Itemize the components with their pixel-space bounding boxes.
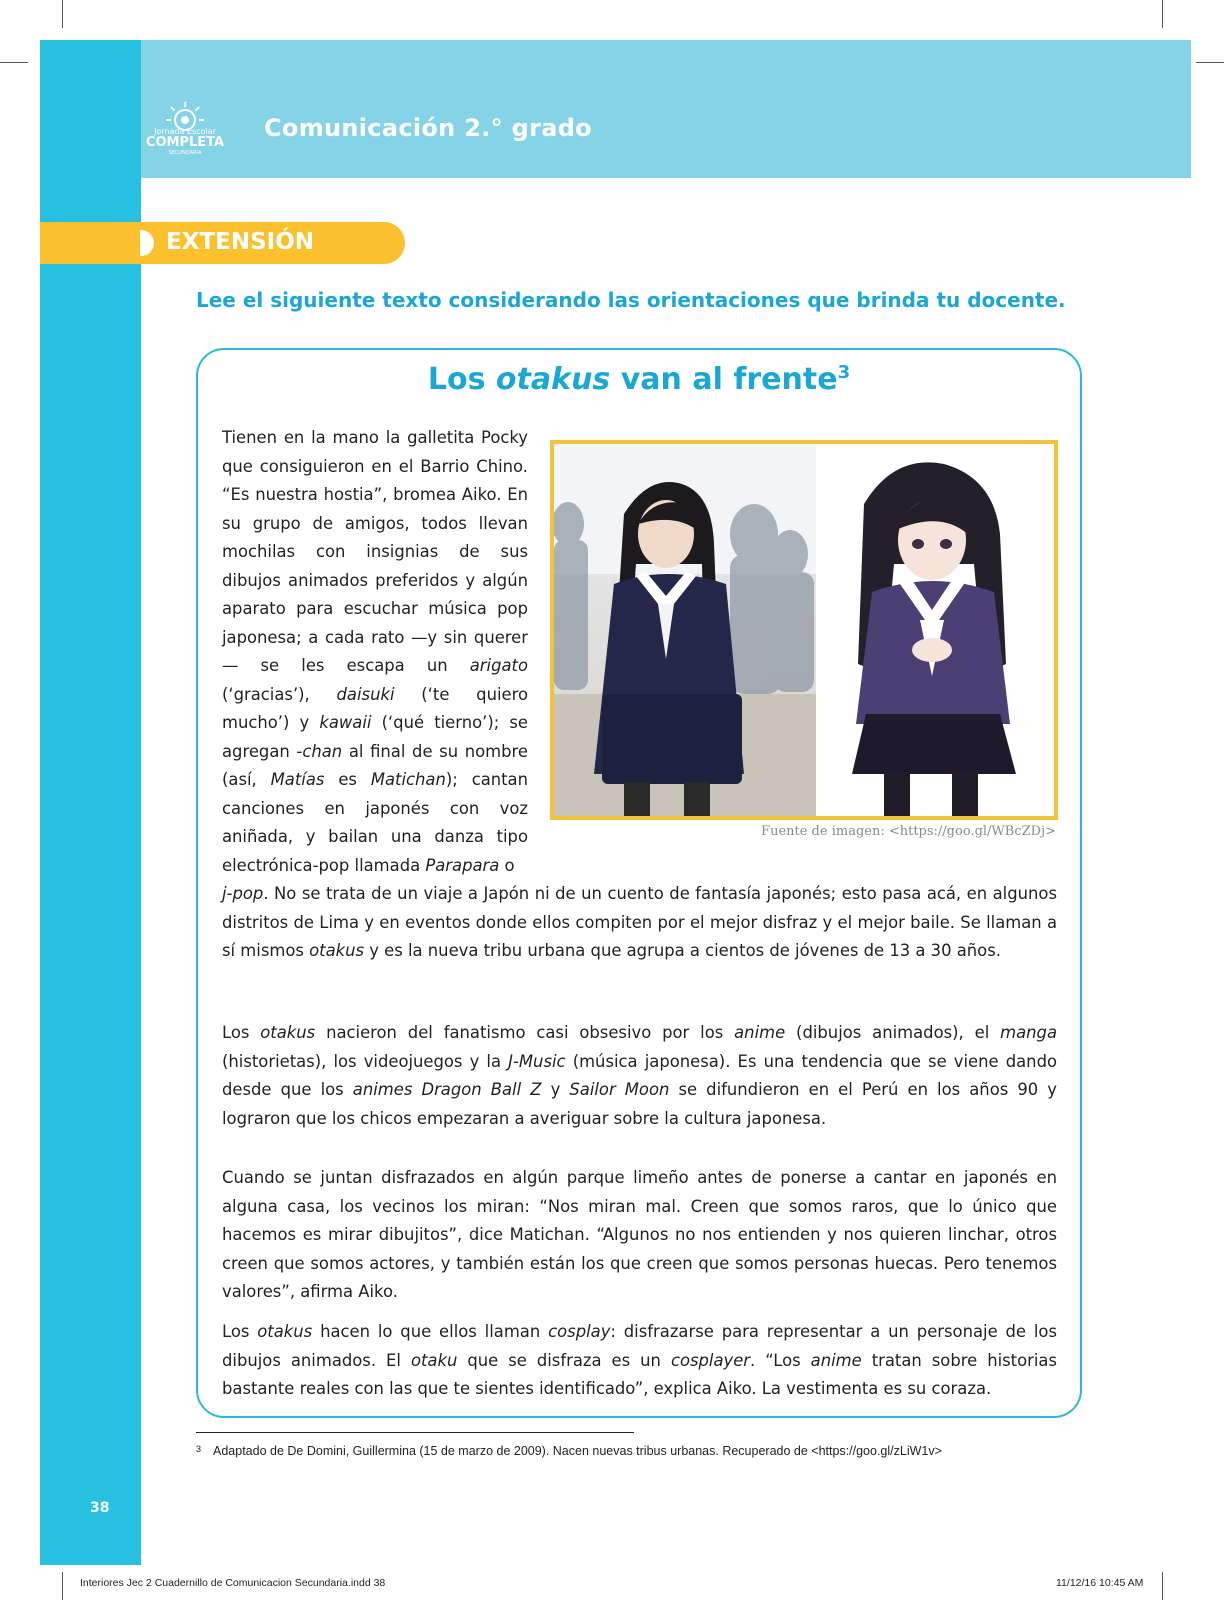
text-run: nacieron del fanatismo casi obsesivo por los [315,1023,735,1042]
title-footnote-ref: 3 [837,362,851,383]
text-emphasis: J-Music [508,1051,566,1071]
crop-mark [1162,1572,1163,1600]
text-run: : disfrazarse para representar a un personaje de los dibujos animados. El [222,1322,1057,1370]
crop-mark [1162,0,1163,28]
text-run: Los [222,1322,258,1341]
text-run: tratan sobre historias bastante reales con las que te sientes identificado”, explica Aiko. La vestimenta es su coraza. [222,1350,1058,1398]
text-emphasis: otakus [260,1023,316,1042]
text-emphasis: cosplay [548,1322,611,1341]
text-run: hacen lo que ellos llaman [312,1322,549,1341]
title-post: van al frente [610,362,838,397]
paragraph-2 [222,1019,1057,1133]
text-run: es [324,770,371,789]
paragraph-3: Cuando se juntan disfrazados en algún parque limeño antes de ponerse a cantar en japonés en alguna casa, los vecinos los miran: “Nos miran mal. Creen que somos raros, que lo único que hacemos es mirar dibujitos”, dice Matichan. “Algunos no nos entienden y nos quieren linchar, otros creen que somos actores, y también están los que creen que somos personas huecas. Pero tenemos valores”, afirma Aiko. [222,1168,1057,1301]
footnote [196,1444,942,1458]
extension-label: EXTENSIÓN [166,229,315,255]
text-emphasis: daisuki [336,684,395,704]
text-emphasis: otakus [257,1322,313,1341]
text-emphasis: chan [302,741,343,761]
text-run: (‘te quiero mucho’) y [222,684,529,732]
paragraph-1-column [222,424,528,880]
text-emphasis: otaku [410,1350,458,1370]
footnote-number: 3 [196,1444,202,1454]
text-emphasis: Matichan [370,770,446,789]
text-emphasis: Matías [270,770,325,789]
footnote-text: Adaptado de De Domini, Guillermina (15 de marzo de 2009). Nacen nuevas tribus urbanas. Recuperado de <https://goo.gl/zLiW1v> [213,1444,942,1458]
text-emphasis: kawaii [319,713,372,732]
header-title: Comunicación 2.° grado [264,114,592,142]
text-run: (historietas), los videojuegos y la [222,1051,509,1071]
text-emphasis: Sailor Moon [569,1080,670,1099]
text-run: y es la nueva tribu urbana que agrupa a cientos de jóvenes de 13 a 30 años. [364,941,1001,960]
text-emphasis: j-pop [222,884,264,903]
logo-line1: Jornada Escolar [154,127,216,136]
text-run: (‘qué tierno’); se agregan - [222,713,529,761]
text-run: se difundieron en el Perú en los años 90 y lograron que los chicos empezaran a averiguar sobre la cultura japonesa. [222,1080,1057,1128]
text-run: o [499,855,515,875]
text-emphasis: animes Dragon Ball Z [352,1080,542,1099]
logo-line2: COMPLETA [145,135,225,150]
text-run: . “Los [750,1350,811,1370]
image-source-caption: Fuente de imagen: <https://goo.gl/WBcZDj> [761,824,1056,839]
text-run: (música japonesa). Es una tendencia que se viene dando desde que los [222,1051,1057,1099]
text-emphasis: anime [810,1350,862,1370]
jornada-escolar-logo [140,98,230,158]
left-color-strip [40,40,141,1565]
reading-title [196,362,1082,397]
otaku-cosplay-image [550,440,1058,820]
logo-line3: SECUNDARIA [168,150,202,156]
paragraph-1-continued [222,880,1057,966]
instruction-text: Lee el siguiente texto considerando las orientaciones que brinda tu docente. [196,288,1066,312]
text-run: . No se trata de un viaje a Japón ni de un cuento de fantasía japonés; esto pasa acá, en algunos distritos de Lima y en eventos donde ellos compiten por el mejor disfraz y el mejor baile. Se llaman a sí mismos [222,884,1057,960]
crop-mark [62,1572,63,1600]
text-emphasis: otakus [309,941,365,960]
text-emphasis: anime [734,1023,786,1042]
text-emphasis: cosplayer [670,1350,751,1370]
text-run: y [541,1080,570,1099]
text-emphasis: Parapara [425,855,500,875]
crop-mark [62,0,63,28]
title-pre: Los [427,362,496,397]
text-run: (dibujos animados), el [785,1023,1001,1042]
text-emphasis: arigato [469,656,528,675]
text-run: ); cantan canciones en japonés con voz aniñada, y bailan una danza tipo electrónica-pop llamada [222,770,528,875]
crop-mark [0,62,28,63]
print-slug-file: Interiores Jec 2 Cuadernillo de Comunicacion Secundaria.indd 38 [80,1577,386,1589]
paragraph-4 [222,1318,1057,1404]
print-slug-date: 11/12/16 10:45 AM [1056,1577,1144,1589]
text-run: Los [222,1023,261,1042]
cosplay-illustration [554,444,1054,816]
title-emphasis: otakus [495,362,611,397]
text-run: Tienen en la mano la galletita Pocky que consiguieron en el Barrio Chino. “Es nuestra hostia”, bromea Aiko. En su grupo de amigos, todos llevan mochilas con insignias de sus dibujos animados preferidos y algún aparato para escuchar música pop japonesa; a cada rato —y sin querer— se les escapa un [222,428,528,675]
footnote-rule [196,1432,634,1433]
crop-mark [1196,62,1224,63]
text-emphasis: manga [1000,1023,1057,1042]
text-run: (‘gracias’), [222,684,337,704]
text-run: al final de su nombre (así, [222,741,529,789]
page-number: 38 [90,1500,110,1516]
text-run: que se disfraza es un [457,1350,671,1370]
